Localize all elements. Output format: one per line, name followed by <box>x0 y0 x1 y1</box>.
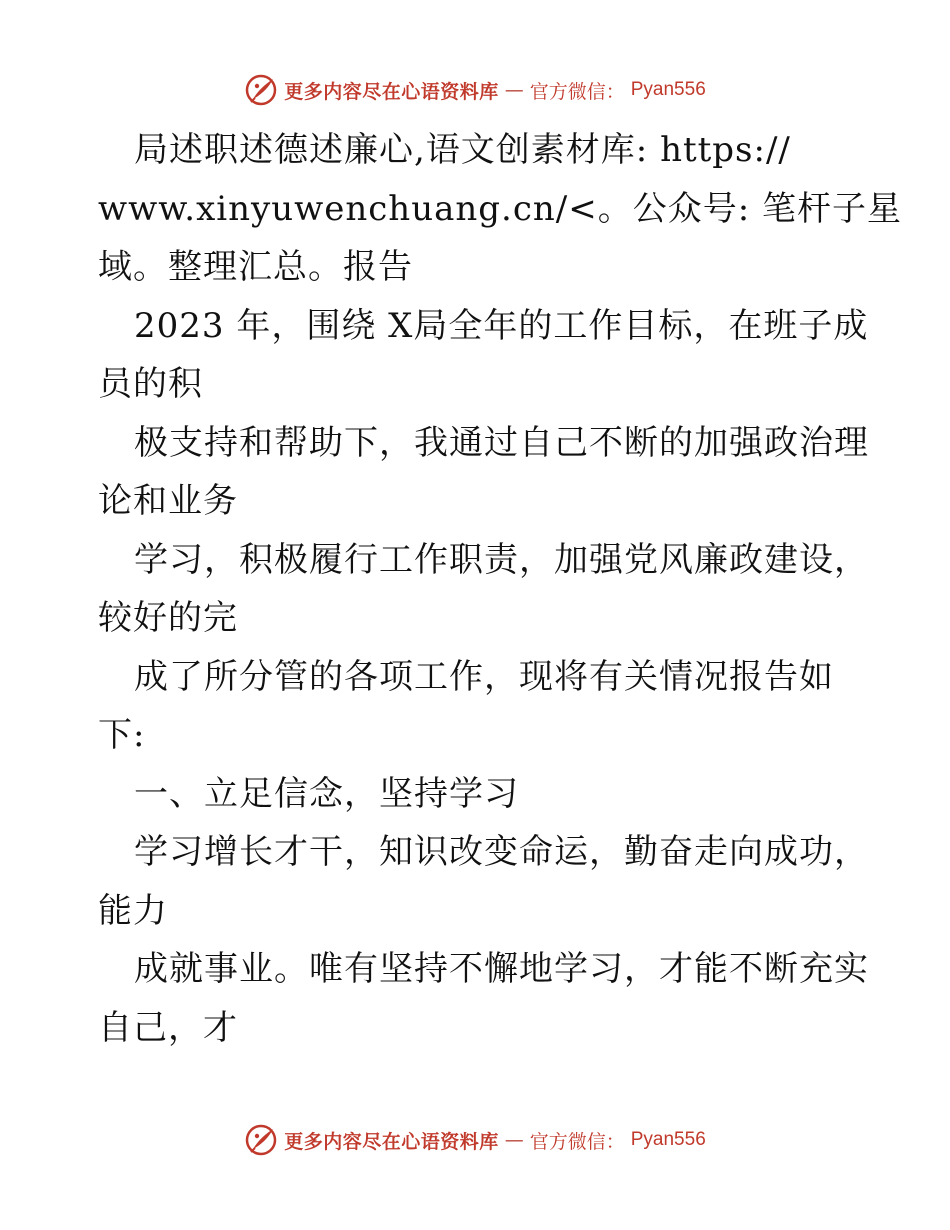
section-heading: 一、立足信念，坚持学习 <box>134 773 519 814</box>
page-header-banner <box>0 68 950 112</box>
banner-main-text: 更多内容尽在心语资料库 <box>284 80 499 103</box>
body-line: 较好的完 <box>98 598 238 638</box>
banner-wechat-label: 官方微信： <box>529 1130 625 1153</box>
body-line: 学习增长才干，知识改变命运，勤奋走向成功， <box>134 832 869 872</box>
page-footer-banner <box>0 1118 950 1162</box>
banner-main-text: 更多内容尽在心语资料库 <box>284 1130 499 1153</box>
feather-pen-logo-icon <box>244 73 278 107</box>
banner-separator: — <box>504 79 524 101</box>
body-line: 局述职述德述廉心,语文创素材库: https:// <box>134 130 791 170</box>
feather-pen-logo-icon <box>244 1123 278 1157</box>
body-line: 论和业务 <box>98 481 238 521</box>
body-line: 域。整理汇总。报告 <box>98 247 413 287</box>
banner-separator: — <box>504 1129 524 1151</box>
body-line: 自己，才 <box>98 1007 238 1048</box>
watermark-banner <box>244 1123 706 1157</box>
body-line: 2023 年，围绕 X局全年的工作目标，在班子成 <box>134 305 869 346</box>
banner-wechat-label: 官方微信： <box>529 80 625 103</box>
body-line: www.xinyuwenchuang.cn/<。公众号: 笔杆子星 <box>98 188 902 229</box>
body-line: 员的积 <box>98 364 203 404</box>
body-line: 极支持和帮助下，我通过自己不断的加强政治理 <box>134 422 869 463</box>
banner-wechat-id: Pyan556 <box>630 1129 706 1150</box>
banner-wechat-id: Pyan556 <box>630 79 706 100</box>
body-line: 下: <box>98 715 146 755</box>
watermark-banner <box>244 73 706 107</box>
body-line: 成了所分管的各项工作，现将有关情况报告如 <box>134 656 834 697</box>
body-line: 能力 <box>98 890 168 931</box>
document-body <box>98 121 902 1057</box>
body-line: 成就事业。唯有坚持不懈地学习，才能不断充实 <box>134 949 869 989</box>
body-line: 学习，积极履行工作职责，加强党风廉政建设， <box>134 539 869 580</box>
